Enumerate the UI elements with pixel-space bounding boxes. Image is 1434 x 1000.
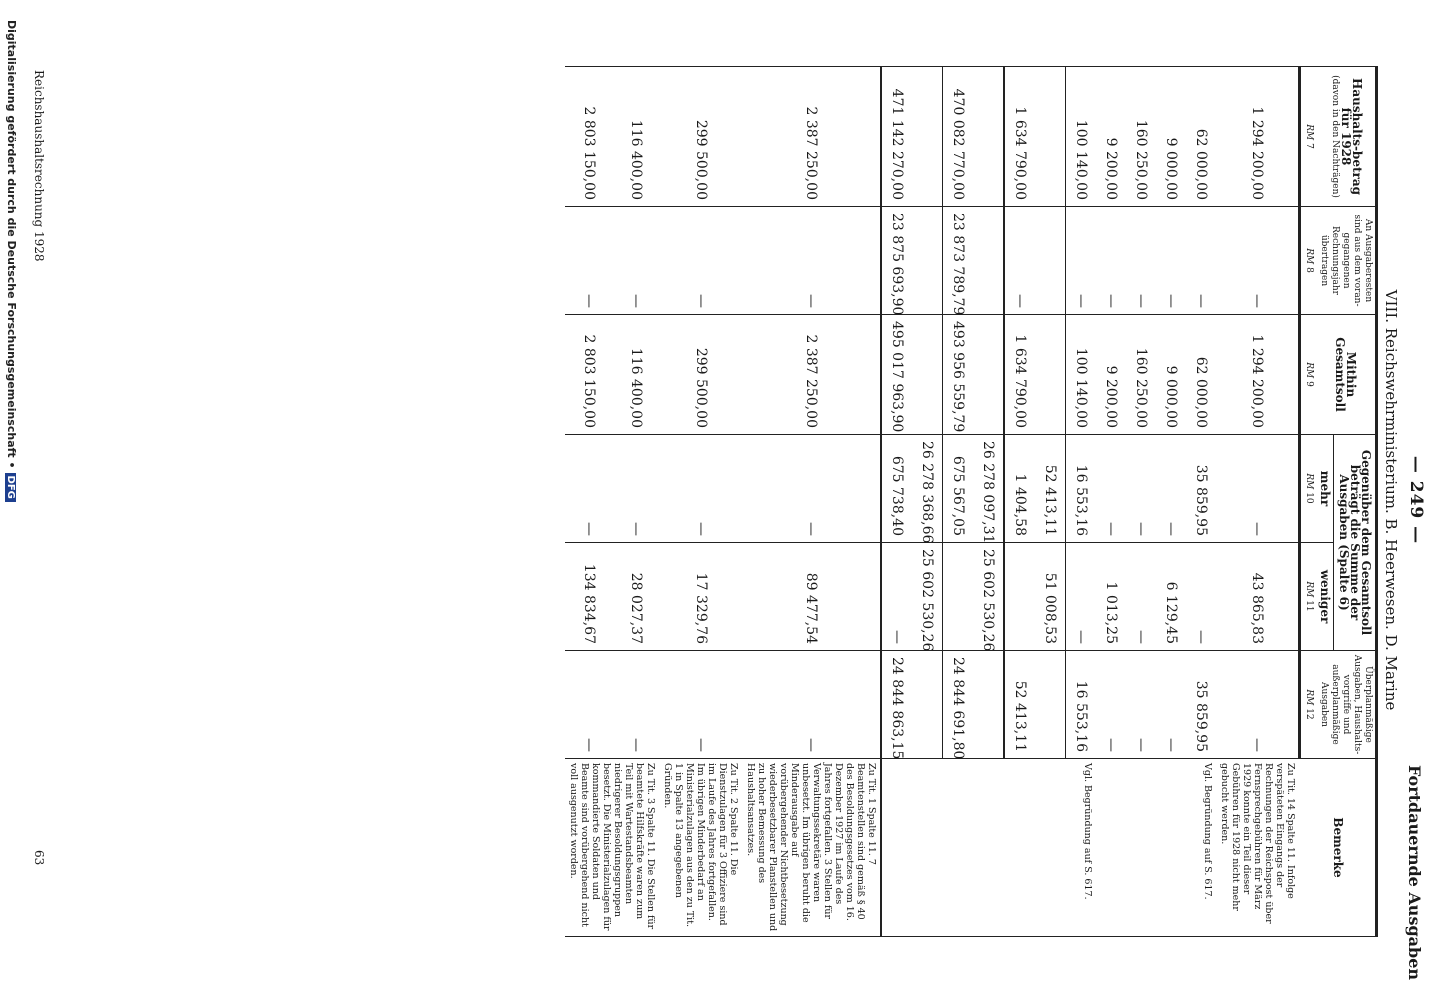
cell-c8 bbox=[1036, 207, 1067, 315]
cell-c9 bbox=[974, 315, 1005, 435]
table-row bbox=[1066, 67, 1097, 937]
cell-c10: — bbox=[743, 435, 882, 543]
cell-remark: Zu Tit. 1 Spalte 11. 7 Beamtenstellen sind gemäß § 40 des Besoldungsgesetzes vom 16. Dezember 1927 im Laufe des Jahres fortgefallen. 3 Stellen für Verwaltungssekretäre waren unbesetzt. Im übrigen beruht die Minderausgabe auf vorübergehender Nichtbesetzung wiederbesetzbarer Planstellen und zu hoher Bemessung des Haushaltsansatzes. bbox=[743, 759, 882, 937]
cell-c10: — bbox=[566, 435, 613, 543]
cell-c10: — bbox=[1217, 435, 1300, 543]
table-row bbox=[613, 67, 660, 937]
group-header: Gegenüber dem Gesamtsoll beträgt die Summe der Ausgaben (Spalte 6) bbox=[1333, 435, 1376, 651]
cell-c12: — bbox=[743, 651, 882, 759]
table-row bbox=[743, 67, 882, 937]
cell-c12: — bbox=[1127, 651, 1157, 759]
table-row bbox=[1217, 67, 1300, 937]
cell-c12: 16 553,16 bbox=[1066, 651, 1097, 759]
chapter-title: VIII. Reichswehrministerium. B. Heerwesen. D. Marine bbox=[1382, 289, 1400, 711]
cell-c11: 25 602 530,26 bbox=[974, 543, 1005, 651]
cell-c8: — bbox=[1066, 207, 1097, 315]
cell-c7: 1 294 200,00 bbox=[1217, 67, 1300, 207]
cell-c8: — bbox=[1157, 207, 1187, 315]
cell-c12: 24 844 691,80 bbox=[943, 651, 974, 759]
cell-c8: — bbox=[660, 207, 743, 315]
cell-remark: Zu Tit. 3 Spalte 11. Die Stellen für beamtete Hilfskräfte waren zum Teil mit Wartestandsbeamten niedrigerer Besoldungsgruppen besetzt. Die Ministerialzulagen für kommandierte Soldaten und Beamte sind vorübergehend nicht voll ausgenutzt worden. bbox=[566, 759, 660, 937]
table-row bbox=[1187, 67, 1217, 937]
cell-c9: 9 000,00 bbox=[1157, 315, 1187, 435]
cell-c9: 1 634 790,00 bbox=[1005, 315, 1036, 435]
cell-c12: — bbox=[1097, 651, 1127, 759]
budget-table bbox=[566, 66, 1379, 937]
cell-c8: — bbox=[1005, 207, 1036, 315]
cell-c11: 6 129,45 bbox=[1157, 543, 1187, 651]
dfg-logo-icon: DFG bbox=[5, 473, 16, 502]
cell-c11 bbox=[943, 543, 974, 651]
col7-unit: RM 7 bbox=[1300, 67, 1317, 207]
cell-c7: 2 387 250,00 bbox=[743, 67, 882, 207]
cell-c10: — bbox=[613, 435, 660, 543]
cell-c12: — bbox=[1217, 651, 1300, 759]
cell-c7: 470 082 770,00 bbox=[943, 67, 974, 207]
cell-c8: — bbox=[743, 207, 882, 315]
cell-c11: — bbox=[1127, 543, 1157, 651]
cell-c7: 471 142 270,00 bbox=[882, 67, 913, 207]
cell-c8: 23 875 693,90 bbox=[882, 207, 913, 315]
cell-c9 bbox=[1036, 315, 1067, 435]
cell-c7: 116 400,00 bbox=[613, 67, 660, 207]
page-number: — 249 — bbox=[1406, 455, 1426, 545]
cell-c11: 51 008,53 bbox=[1036, 543, 1067, 651]
cell-remark: Zu Tit. 2 Spalte 11. Die Dienstzulagen für 3 Offiziere sind im Laufe des Jahres fortgefallen. Im übrigen Minderbedarf an Ministerialzulagen aus den zu Tit. 1 in Spalte 13 angegebenen Gründen. bbox=[660, 759, 743, 937]
col7-header: Haushalts-betrag für 1928 (davon in den Nachträgen) bbox=[1316, 67, 1377, 207]
cell-c12: — bbox=[1157, 651, 1187, 759]
cell-c8 bbox=[913, 207, 944, 315]
cell-c11: 17 329,76 bbox=[660, 543, 743, 651]
cell-c7: 9 200,00 bbox=[1097, 67, 1127, 207]
cell-c11: — bbox=[882, 543, 913, 651]
cell-c12 bbox=[1036, 651, 1067, 759]
cell-remark: Vgl. Begründung auf S. 617. bbox=[1097, 759, 1217, 937]
cell-c8: — bbox=[1187, 207, 1217, 315]
cell-c7: 62 000,00 bbox=[1187, 67, 1217, 207]
cell-c7: 100 140,00 bbox=[1066, 67, 1097, 207]
cell-c10: — bbox=[1157, 435, 1187, 543]
cell-c11: 134 834,67 bbox=[566, 543, 613, 651]
col11-header: weniger bbox=[1316, 543, 1333, 651]
table-row bbox=[660, 67, 743, 937]
cell-c8 bbox=[974, 207, 1005, 315]
cell-c9: 62 000,00 bbox=[1187, 315, 1217, 435]
cell-c9: 495 017 963,90 bbox=[882, 315, 913, 435]
cell-c8: — bbox=[1097, 207, 1127, 315]
cell-c7 bbox=[1036, 67, 1067, 207]
cell-c10: 26 278 368,66 bbox=[913, 435, 944, 543]
cell-c12: — bbox=[613, 651, 660, 759]
cell-c8: — bbox=[1127, 207, 1157, 315]
cell-c9: 160 250,00 bbox=[1127, 315, 1157, 435]
col8-unit: RM 8 bbox=[1300, 207, 1317, 315]
cell-c12: — bbox=[660, 651, 743, 759]
cell-c11: — bbox=[1066, 543, 1097, 651]
cell-c11: 89 477,54 bbox=[743, 543, 882, 651]
cell-c9: 1 294 200,00 bbox=[1217, 315, 1300, 435]
cell-c8: — bbox=[613, 207, 660, 315]
cell-c11: 1 013,25 bbox=[1097, 543, 1127, 651]
cell-c9: 2 387 250,00 bbox=[743, 315, 882, 435]
cell-c11 bbox=[1005, 543, 1036, 651]
cell-c10: — bbox=[660, 435, 743, 543]
cell-c10: 1 404,58 bbox=[1005, 435, 1036, 543]
cell-c9: 100 140,00 bbox=[1066, 315, 1097, 435]
cell-c7: 299 500,00 bbox=[660, 67, 743, 207]
cell-c11: 25 602 530,26 bbox=[913, 543, 944, 651]
cell-c8: 23 873 789,79 bbox=[943, 207, 974, 315]
cell-c12 bbox=[974, 651, 1005, 759]
footer-page: 63 bbox=[32, 850, 46, 866]
col10-unit: RM 10 bbox=[1300, 435, 1317, 543]
cell-remark: Zu Tit. 14 Spalte 11. Infolge verspäteten Eingangs der Rechnungen der Reichspost über Fernsprechgebühren für März 1929 konnte ein Teil dieser Gebühren für 1928 nicht mehr gebucht werden. bbox=[1217, 759, 1300, 937]
cell-c10: 52 413,11 bbox=[1036, 435, 1067, 543]
col12-unit: RM 12 bbox=[1300, 651, 1317, 759]
cell-c8: — bbox=[566, 207, 613, 315]
dfg-credit: Digitalisierung gefördert durch die Deutsche Forschungsgemeinschaft •DFG bbox=[5, 20, 18, 502]
col12-header: Überplanmäßige Ausgaben, Haushalts-vorgriffe und außerplanmäßige Ausgaben bbox=[1316, 651, 1377, 759]
cell-c12: 52 413,11 bbox=[1005, 651, 1036, 759]
cell-c10: 16 553,16 bbox=[1066, 435, 1097, 543]
cell-c10: 675 738,40 bbox=[882, 435, 913, 543]
col11-unit: RM 11 bbox=[1300, 543, 1317, 651]
cell-c9 bbox=[913, 315, 944, 435]
cell-c12: — bbox=[566, 651, 613, 759]
cell-c7 bbox=[913, 67, 944, 207]
cell-c10: 26 278 097,31 bbox=[974, 435, 1005, 543]
cell-c9: 2 803 150,00 bbox=[566, 315, 613, 435]
cell-c11: 43 865,83 bbox=[1217, 543, 1300, 651]
cell-c11: — bbox=[1187, 543, 1217, 651]
cell-c12: 35 859,95 bbox=[1187, 651, 1217, 759]
cell-c7: 160 250,00 bbox=[1127, 67, 1157, 207]
cell-c10: 675 567,05 bbox=[943, 435, 974, 543]
cell-c10: — bbox=[1097, 435, 1127, 543]
cell-c12 bbox=[913, 651, 944, 759]
cell-c8: — bbox=[1217, 207, 1300, 315]
section-title: Fortdauernde Ausgaben bbox=[1405, 765, 1424, 980]
cell-c7: 2 803 150,00 bbox=[566, 67, 613, 207]
col9-unit: RM 9 bbox=[1300, 315, 1317, 435]
cell-c11: 28 027,37 bbox=[613, 543, 660, 651]
cell-remark: Vgl. Begründung auf S. 617. bbox=[882, 759, 1097, 937]
col9-header: Mithin Gesamtsoll bbox=[1316, 315, 1377, 435]
col13-header: Bemerke bbox=[1300, 759, 1377, 937]
cell-c9: 299 500,00 bbox=[660, 315, 743, 435]
cell-c10: — bbox=[1127, 435, 1157, 543]
cell-c10: 35 859,95 bbox=[1187, 435, 1217, 543]
col10-header: mehr bbox=[1316, 435, 1333, 543]
cell-c7 bbox=[974, 67, 1005, 207]
cell-c7: 9 000,00 bbox=[1157, 67, 1187, 207]
cell-c9: 493 956 559,79 bbox=[943, 315, 974, 435]
cell-c9: 116 400,00 bbox=[613, 315, 660, 435]
cell-c12: 24 844 863,15 bbox=[882, 651, 913, 759]
cell-c9: 9 200,00 bbox=[1097, 315, 1127, 435]
cell-c7: 1 634 790,00 bbox=[1005, 67, 1036, 207]
col8-header: An Ausgaberesten sind aus dem voran-gegangenen Rechnungsjahr übertragen bbox=[1316, 207, 1377, 315]
footer-source: Reichshaushaltsrechnung 1928 bbox=[32, 70, 46, 262]
